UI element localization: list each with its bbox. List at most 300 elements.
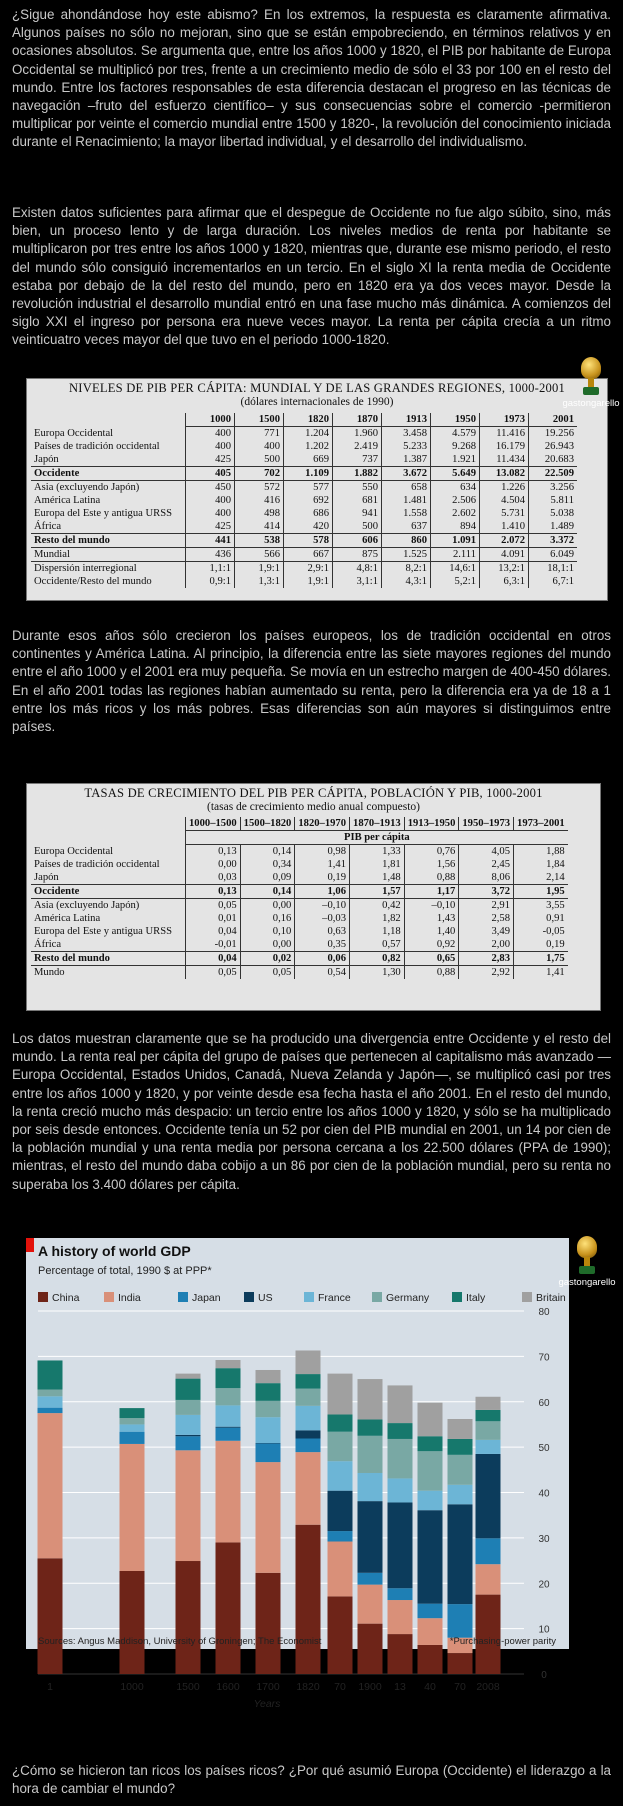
table-cell: 2,45 [459, 858, 514, 871]
table-cell: 2,14 [514, 871, 568, 885]
table-row-label: Asia (excluyendo Japón) [31, 899, 186, 913]
bar-segment [418, 1645, 443, 1674]
bar-segment [296, 1374, 321, 1389]
table-cell: 0,13 [186, 885, 241, 899]
paragraph: Los datos muestran claramente que se ha producido una divergencia entre Occidente y el resto del mundo. La renta real per cápita del grupo de países que pertenecen al capitalismo más avanzado — Europa Occidental, Estados Unidos, Canadá, Nueva Zelanda y Japón—, se multiplicó casi por tres entre los años 1000 y 1820, y por veinte desde esa fecha hasta el año 2001. En el resto del mundo, la renta creció mucho más despacio: un tercio entre los años 1000 y 1820, y sólo se ha multiplicado por seis desde entonces. Occidente tenía un 52 por cien del PIB mundial en 2001, un 14 por cien de la población mundial y una renta media por persona cercana a los 22.500 dólares (PPA de 1990); mientras, el resto del mundo daba cobijo a un 86 por cien de la población mundial, pero su renta no superaba los 3.400 dólares per cápita. [12, 1031, 611, 1192]
watermark-logo [557, 1236, 617, 1300]
table-row-label: Occidente [31, 885, 186, 899]
table-cell: 0,00 [240, 899, 295, 913]
table-cell: 5.038 [529, 507, 578, 520]
table-cell: 400 [186, 427, 235, 441]
table-row-label: Europa Occidental [34, 845, 114, 857]
table-cell: 875 [333, 548, 382, 562]
table-cell: 3,49 [459, 925, 514, 938]
table-cell: –0,10 [295, 899, 350, 913]
bar-segment [358, 1585, 383, 1624]
bar-segment [388, 1634, 413, 1674]
table-cell: 405 [186, 467, 235, 481]
table-cell: 9.268 [431, 440, 480, 453]
bar-segment [358, 1473, 383, 1501]
table-cell: 1.226 [480, 481, 529, 495]
table-cell: 0,14 [240, 845, 295, 859]
table-cell: 1,1:1 [186, 562, 235, 576]
table-column-header: 1973–2001 [514, 817, 568, 831]
table-cell: 1,57 [350, 885, 405, 899]
table-cell: 702 [235, 467, 284, 481]
bar-segment [476, 1454, 501, 1538]
table-cell: 8,06 [459, 871, 514, 885]
table-column-header: 1500–1820 [240, 817, 295, 831]
table-cell: 6,3:1 [480, 575, 529, 588]
table-cell: 894 [431, 520, 480, 534]
table-column-header: 2001 [529, 413, 578, 427]
bar-segment [328, 1374, 353, 1415]
table-cell: 1.882 [333, 467, 382, 481]
table-cell: 1.489 [529, 520, 578, 534]
table-cell: 13.082 [480, 467, 529, 481]
table-cell: 1.525 [382, 548, 431, 562]
table-cell: 1,88 [514, 845, 568, 859]
x-tick-label: 13 [394, 1681, 406, 1693]
table-cell: 0,65 [404, 952, 459, 966]
table-cell: 1,40 [404, 925, 459, 938]
table-cell: 436 [186, 548, 235, 562]
bar-segment [448, 1455, 473, 1485]
bar-segment [388, 1502, 413, 1588]
table-cell: 637 [382, 520, 431, 534]
bar-segment [448, 1653, 473, 1674]
table-column-header: 1820 [284, 413, 333, 427]
table-column-header: 1913 [382, 413, 431, 427]
y-tick-label: 40 [538, 1488, 550, 1500]
table-cell: 0,9:1 [186, 575, 235, 588]
bar-segment [418, 1604, 443, 1619]
bar-segment [120, 1432, 145, 1444]
table-cell: 0,13 [186, 845, 241, 859]
table-row [31, 562, 577, 576]
table-cell: 13,2:1 [480, 562, 529, 576]
table-cell: 2,9:1 [284, 562, 333, 576]
table-cell: 1,9:1 [235, 562, 284, 576]
bar-segment [256, 1443, 281, 1462]
table-cell: 1,9:1 [284, 575, 333, 588]
bar-segment [328, 1531, 353, 1541]
table-cell: 1,82 [350, 912, 405, 925]
table-cell: -0,05 [514, 925, 568, 938]
watermark-label: gastongarello [558, 1277, 616, 1288]
bar-segment [448, 1439, 473, 1455]
paragraph: Durante esos años sólo crecieron los países europeos, los de tradición occidental en otros continentes y América Latina. Al principio, la diferencia entre las siete mayores regiones del mundo entre el año 1000 y el 2001 era muy pequeña. Se movía en un estrecho margen de 400-450 dólares. En el año 2001 todas las regiones habían aumentado su renta, pero la diferencia era ya de 18 a 1 entre los más ricos y los más pobres. Esas diferencias son aún mayores si distinguimos entre países. [12, 628, 611, 735]
table-row-label: Europa Occidental [34, 427, 114, 439]
paragraph: ¿Cómo se hicieron tan ricos los países ricos? ¿Por qué asumió Europa (Occidente) el liderazgo a la hora de cambiar el mundo? [12, 1763, 611, 1797]
table-cell: 4,3:1 [382, 575, 431, 588]
table-cell: 1.387 [382, 453, 431, 467]
bar-segment [296, 1525, 321, 1674]
bar-segment [176, 1561, 201, 1674]
table-cell: 667 [284, 548, 333, 562]
bar-segment [256, 1462, 281, 1573]
legend-label: Italy [466, 1292, 486, 1304]
table-cell: 1.921 [431, 453, 480, 467]
table-cell: 22.509 [529, 467, 578, 481]
bar-segment [448, 1485, 473, 1505]
chart-subtitle: Percentage of total, 1990 $ at PPP* [38, 1265, 212, 1277]
table-cell: 0,76 [404, 845, 459, 859]
x-tick-label: 1 [47, 1681, 53, 1693]
table-cell: 737 [333, 453, 382, 467]
table-cell: 0,06 [295, 952, 350, 966]
legend-swatch [38, 1292, 48, 1302]
table-cell: 2.072 [480, 534, 529, 548]
table-cell: 0,63 [295, 925, 350, 938]
bar-segment [476, 1595, 501, 1674]
table-cell: 0,00 [186, 858, 241, 871]
legend-label: Britain [536, 1292, 566, 1304]
table-row-label: Resto del mundo [31, 534, 186, 548]
table-cell: 0,34 [240, 858, 295, 871]
table-cell: 681 [333, 494, 382, 507]
bar-segment [256, 1417, 281, 1443]
table-cell: 0,05 [186, 899, 241, 913]
x-tick-label: 1900 [358, 1681, 382, 1693]
table-cell: 425 [186, 453, 235, 467]
bar-segment [418, 1618, 443, 1645]
table-cell: 400 [186, 440, 235, 453]
table-cell: 0,05 [186, 966, 241, 980]
table-column-header: 1500 [235, 413, 284, 427]
bar-segment [38, 1558, 63, 1674]
x-tick-label: 70 [454, 1681, 466, 1693]
bar-segment [296, 1430, 321, 1438]
table-column-header: 1000 [186, 413, 235, 427]
table-cell: 1,06 [295, 885, 350, 899]
bar-segment [418, 1451, 443, 1490]
table-cell: –0,03 [295, 912, 350, 925]
table-cell: 5,2:1 [431, 575, 480, 588]
table-cell: 5.731 [480, 507, 529, 520]
bar-segment [448, 1419, 473, 1439]
bar-segment [216, 1388, 241, 1405]
table-cell: 20.683 [529, 453, 578, 467]
legend-label: India [118, 1292, 141, 1304]
table-column-header: 1820–1970 [295, 817, 350, 831]
table-row-label: Occidente [31, 467, 186, 481]
table-cell: 2,00 [459, 938, 514, 952]
table-cell: –0,10 [404, 899, 459, 913]
table-cell: 2.602 [431, 507, 480, 520]
table-row [31, 952, 568, 966]
table-cell: 1,41 [514, 966, 568, 980]
bar-segment [216, 1427, 241, 1428]
table-cell: 441 [186, 534, 235, 548]
legend-swatch [244, 1292, 254, 1302]
bar-segment [328, 1461, 353, 1490]
table-cell: 11.416 [480, 427, 529, 441]
table-cell: -0,01 [186, 938, 241, 952]
table-column-header: 1913–1950 [404, 817, 459, 831]
bar-segment [448, 1604, 473, 1638]
table-row [31, 899, 568, 913]
table-row [31, 858, 568, 871]
table-column-header: 1000–1500 [186, 817, 241, 831]
table-row [31, 925, 568, 938]
table-cell: 1,3:1 [235, 575, 284, 588]
bar-segment [418, 1436, 443, 1451]
table-cell: 0,03 [186, 871, 241, 885]
bar-segment [120, 1571, 145, 1674]
table-title: TASAS DE CRECIMIENTO DEL PIB PER CÁPITA, POBLACIÓN Y PIB, 1000-2001 [84, 786, 543, 800]
table-row [31, 885, 568, 899]
bar-segment [358, 1379, 383, 1419]
table-cell: 3.372 [529, 534, 578, 548]
bar-segment [476, 1410, 501, 1421]
x-tick-label: 1600 [216, 1681, 240, 1693]
x-tick-label: 1700 [256, 1681, 280, 1693]
bar-segment [176, 1400, 201, 1415]
y-tick-label: 0 [541, 1670, 547, 1681]
table-cell: 6.049 [529, 548, 578, 562]
bar-segment [418, 1491, 443, 1511]
table-cell: 2,92 [459, 966, 514, 980]
bar-segment [388, 1588, 413, 1600]
table-cell: 1,41 [295, 858, 350, 871]
table-cell: 14,6:1 [431, 562, 480, 576]
accent-mark [26, 1238, 34, 1252]
legend-swatch [452, 1292, 462, 1302]
table-cell: 8,2:1 [382, 562, 431, 576]
table-cell: 1.091 [431, 534, 480, 548]
x-tick-label: 2008 [476, 1681, 500, 1693]
table-row [31, 966, 568, 980]
table-cell: 0,02 [240, 952, 295, 966]
chart-svg [26, 1238, 569, 1710]
table-cell: 1,84 [514, 858, 568, 871]
table-cell: 0,54 [295, 966, 350, 980]
table-row [31, 912, 568, 925]
bar-segment [358, 1501, 383, 1573]
table-row-label: África [34, 521, 62, 532]
bar-segment [38, 1360, 63, 1389]
table-cell: 0,00 [240, 938, 295, 952]
bar-segment [176, 1436, 201, 1450]
table-cell: 1,48 [350, 871, 405, 885]
table-cell: 0,35 [295, 938, 350, 952]
bar-segment [328, 1491, 353, 1531]
table-row [31, 453, 577, 467]
table-cell: 11.434 [480, 453, 529, 467]
bar-segment [216, 1405, 241, 1426]
table-cell: 686 [284, 507, 333, 520]
table-cell: 2.506 [431, 494, 480, 507]
table-row-label: América Latina [34, 495, 101, 506]
table-cell: 0,04 [186, 925, 241, 938]
table-cell: 400 [235, 440, 284, 453]
x-tick-label: 70 [334, 1681, 346, 1693]
table-cell: 1,43 [404, 912, 459, 925]
bar-segment [418, 1510, 443, 1603]
table-cell: 3,72 [459, 885, 514, 899]
table-cell: 860 [382, 534, 431, 548]
table-cell: 3,55 [514, 899, 568, 913]
table-cell: 0,05 [240, 966, 295, 980]
legend-label: France [318, 1292, 351, 1304]
table-cell: 400 [186, 494, 235, 507]
table-row-label: Mundial [31, 548, 186, 562]
table-cell: 0,10 [240, 925, 295, 938]
bar-segment [216, 1542, 241, 1674]
bar-segment [388, 1439, 413, 1478]
table-cell: 4,05 [459, 845, 514, 859]
table-cell: 2.111 [431, 548, 480, 562]
table-cell: 1.204 [284, 427, 333, 441]
bar-segment [38, 1408, 63, 1413]
table-column-header: 1950–1973 [459, 817, 514, 831]
table-cell: 420 [284, 520, 333, 534]
bar-segment [38, 1396, 63, 1407]
bar-segment [176, 1435, 201, 1436]
y-tick-label: 50 [538, 1443, 550, 1455]
table-cell: 1,81 [350, 858, 405, 871]
table-cell: 0,92 [404, 938, 459, 952]
table-cell: 414 [235, 520, 284, 534]
table-cell: 0,88 [404, 966, 459, 980]
table-cell: 0,14 [240, 885, 295, 899]
table-cell: 0,91 [514, 912, 568, 925]
table-cell: 577 [284, 481, 333, 495]
legend-swatch [522, 1292, 532, 1302]
bar-segment [38, 1413, 63, 1558]
bar-segment [176, 1379, 201, 1400]
x-tick-label: 1820 [296, 1681, 320, 1693]
x-tick-label: 1000 [120, 1681, 144, 1693]
watermark-logo [561, 357, 621, 421]
table-cell: 4.091 [480, 548, 529, 562]
table-row-label: Resto del mundo [31, 952, 186, 966]
table-row [31, 938, 568, 952]
table-cell: 0,04 [186, 952, 241, 966]
watermark-label: gastongarello [562, 398, 620, 409]
bar-segment [38, 1389, 63, 1396]
bar-segment [388, 1385, 413, 1423]
gdp-levels-table [31, 413, 577, 588]
y-tick-label: 70 [538, 1352, 550, 1364]
chart-title: A history of world GDP [38, 1243, 191, 1259]
table-row-label: Japón [34, 872, 59, 883]
table-cell: 658 [382, 481, 431, 495]
bar-segment [296, 1406, 321, 1431]
table-cell: 498 [235, 507, 284, 520]
bar-segment [216, 1368, 241, 1388]
bar-segment [176, 1450, 201, 1561]
table-cell: 669 [284, 453, 333, 467]
table-row-label: Países de tradición occidental [34, 859, 160, 870]
table-row-label: Países de tradición occidental [34, 441, 160, 452]
table-cell: 2.419 [333, 440, 382, 453]
y-tick-label: 20 [538, 1579, 550, 1591]
bar-segment [176, 1415, 201, 1435]
bar-segment [256, 1370, 281, 1383]
x-tick-label: 1500 [176, 1681, 200, 1693]
table-cell: 0,82 [350, 952, 405, 966]
y-tick-label: 60 [538, 1397, 550, 1409]
table-cell: 0,19 [514, 938, 568, 952]
bar-segment [328, 1542, 353, 1597]
table-cell: 0,01 [186, 912, 241, 925]
bar-segment [358, 1573, 383, 1585]
y-tick-label: 30 [538, 1533, 550, 1545]
bar-segment [476, 1421, 501, 1440]
table-row-label: Dispersión interregional [31, 562, 186, 576]
table-cell: 1,18 [350, 925, 405, 938]
bar-segment [256, 1573, 281, 1674]
table-cell: 4.504 [480, 494, 529, 507]
table-cell: 16.179 [480, 440, 529, 453]
bar-segment [476, 1538, 501, 1564]
table-cell: 450 [186, 481, 235, 495]
bar-segment [388, 1423, 413, 1439]
table-row-label: África [34, 939, 62, 950]
chart-source: Sources: Angus Maddison, University of Groningen; The Economist [38, 1636, 322, 1647]
table-cell: 1.410 [480, 520, 529, 534]
bar-segment [418, 1403, 443, 1437]
table-cell: 1.481 [382, 494, 431, 507]
table-subtitle: (dólares internacionales de 1990) [240, 396, 394, 408]
paragraph: ¿Sigue ahondándose hoy este abismo? En los extremos, la respuesta es claramente afirmativa. Algunos países no sólo no mejoran, sino que se están empobreciendo, en términos relativos y en ocasiones absolutos. Se argumenta que, entre los años 1000 y 1820, el PIB por habitante de Europa Occidental se multiplicó por tres, frente a un crecimiento medio de sólo el 33 por 100 en el resto del mundo. Entre los factores responsables de esta diferencia destacan el progreso en las técnicas de navegación –fruto del esfuerzo científico– y sus consecuencias sobre el comercio -permitieron multiplicar por veinte el comercio mundial entre 1500 y 1820-, la revolución del conocimiento iniciada durante el Renacimiento; la mayor libertad individual, y el desarrollo del individualismo. [12, 7, 611, 150]
bar-segment [358, 1624, 383, 1674]
x-tick-label: 40 [424, 1681, 436, 1693]
table-cell: 5.233 [382, 440, 431, 453]
table-cell: 941 [333, 507, 382, 520]
legend-label: Germany [386, 1292, 430, 1304]
table-cell: 416 [235, 494, 284, 507]
bar-segment [358, 1419, 383, 1435]
bar-segment [256, 1383, 281, 1401]
table-cell: 692 [284, 494, 333, 507]
table-cell: 771 [235, 427, 284, 441]
table-cell: 0,19 [295, 871, 350, 885]
y-tick-label: 10 [538, 1624, 550, 1636]
bar-segment [328, 1432, 353, 1461]
table-cell: 1,17 [404, 885, 459, 899]
table-cell: 4,8:1 [333, 562, 382, 576]
table-row-label: Europa del Este y antigua URSS [34, 508, 172, 519]
bar-segment [388, 1600, 413, 1634]
legend-swatch [178, 1292, 188, 1302]
table-row [31, 481, 577, 495]
table-cell: 6,7:1 [529, 575, 578, 588]
table-cell: 0,98 [295, 845, 350, 859]
trophy-icon [574, 1236, 600, 1276]
table-cell: 0,57 [350, 938, 405, 952]
chart-footnote: *Purchasing-power parity [449, 1636, 556, 1647]
table-cell: 400 [186, 507, 235, 520]
table-cell: 1,75 [514, 952, 568, 966]
table-cell: 26.943 [529, 440, 578, 453]
table-row [31, 467, 577, 481]
y-tick-label: 80 [538, 1307, 550, 1318]
trophy-icon [578, 357, 604, 397]
bar-segment [296, 1389, 321, 1406]
bar-segment [476, 1440, 501, 1454]
x-axis-label: Years [253, 1698, 281, 1710]
table-cell: 2,83 [459, 952, 514, 966]
table-cell: 4.579 [431, 427, 480, 441]
table-cell: 566 [235, 548, 284, 562]
bar-segment [216, 1441, 241, 1543]
table-cell: 5.649 [431, 467, 480, 481]
table-cell: 1.109 [284, 467, 333, 481]
legend-swatch [104, 1292, 114, 1302]
